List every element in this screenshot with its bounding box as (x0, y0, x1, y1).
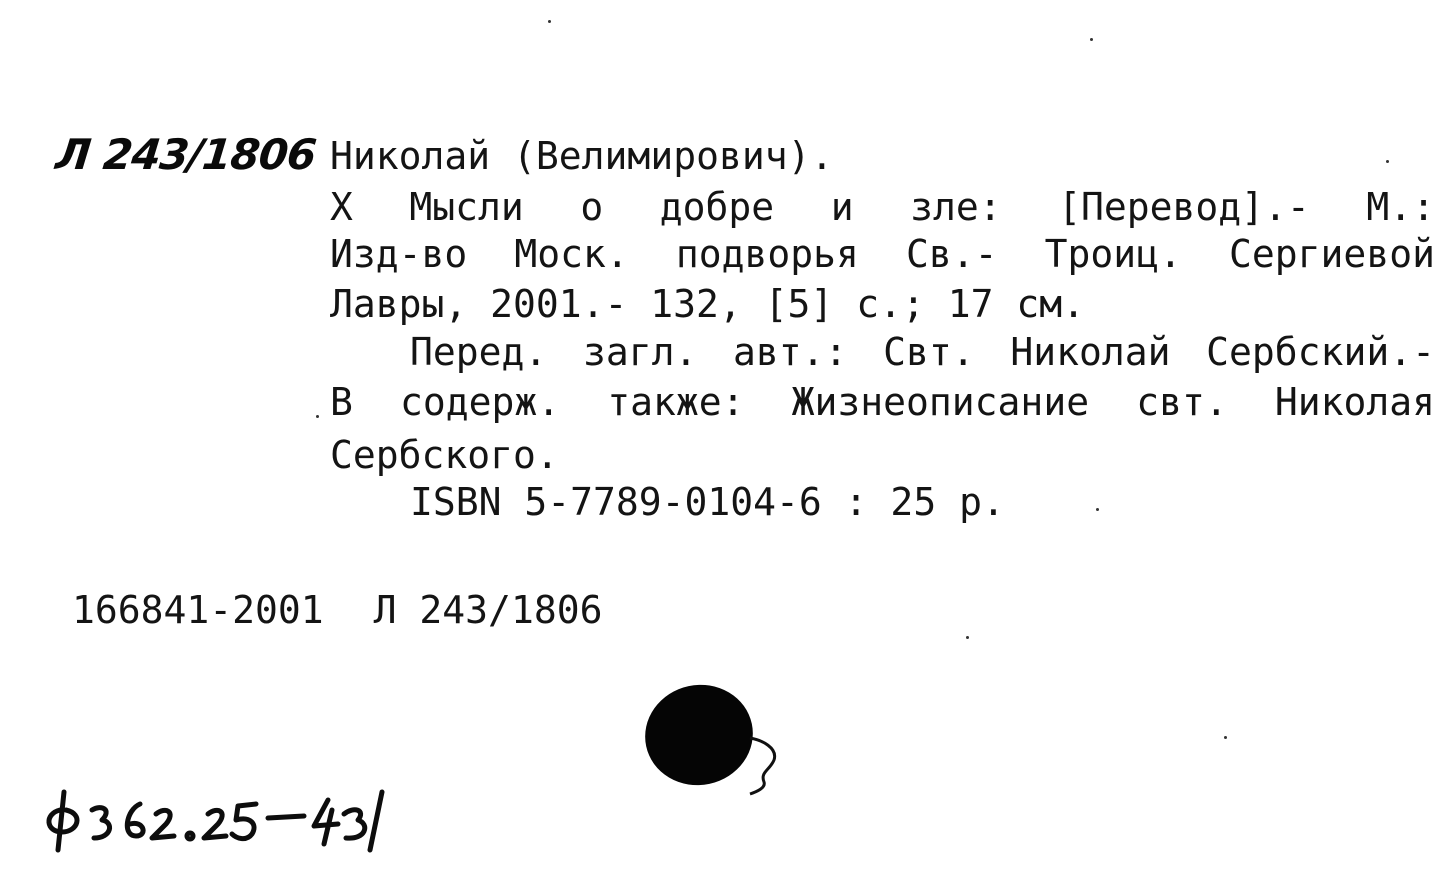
word: Х (330, 185, 353, 229)
word: подворья (675, 232, 859, 276)
inventory-line (72, 588, 602, 632)
card-line-publisher (330, 232, 1435, 276)
speck (316, 415, 319, 418)
word: Троиц. (1044, 232, 1182, 276)
word: Свт. (883, 330, 975, 374)
word: и (830, 185, 854, 229)
hole-tear-mark (748, 730, 782, 800)
word: Сербский.- (1206, 330, 1435, 374)
word: Сергиевой (1229, 232, 1435, 276)
word: Моск. (514, 232, 629, 276)
word: авт.: (733, 330, 848, 374)
word: Николай (330, 134, 491, 178)
speck (548, 20, 551, 23)
word: Николай (1010, 330, 1171, 374)
inventory-shelfmark: Л 243/1806 (373, 588, 603, 632)
word: свт. (1136, 380, 1228, 424)
word: также: (607, 380, 745, 424)
speck (966, 636, 969, 639)
word: о (580, 185, 604, 229)
word: Мысли (409, 185, 524, 229)
word: Перед. (410, 330, 548, 374)
word: загл. (582, 330, 698, 374)
word: Св.- (906, 232, 998, 276)
punch-hole (636, 675, 762, 795)
card-line-isbn: ISBN 5-7789-0104-6 : 25 р. (410, 480, 1005, 524)
speck (1096, 508, 1099, 511)
card-line-title (330, 185, 1435, 229)
handwritten-code-signature (40, 780, 440, 860)
speck (1386, 160, 1389, 163)
word: Николая (1274, 380, 1435, 424)
card-line-note-3: Сербского. (330, 433, 559, 477)
word: Жизнеописание (791, 380, 1090, 424)
card-line-author (330, 134, 833, 178)
word: [Перевод].- (1058, 185, 1310, 229)
card-line-note-1 (410, 330, 1435, 374)
word: (Велимирович). (513, 134, 834, 178)
word: зле: (910, 185, 1002, 229)
speck (1224, 736, 1227, 739)
word: Изд-во (330, 232, 468, 276)
inventory-number: 166841-2001 (72, 588, 324, 632)
speck (1090, 38, 1093, 41)
shelfmark-handwritten: Л 243/1806 (53, 130, 318, 179)
word: содерж. (400, 380, 561, 424)
card-line-note-2 (330, 380, 1435, 424)
card-line-imprint: Лавры, 2001.- 132, [5] с.; 17 см. (330, 282, 1085, 326)
word: добре (659, 185, 775, 229)
word: В (330, 380, 353, 424)
word: М.: (1366, 185, 1435, 229)
